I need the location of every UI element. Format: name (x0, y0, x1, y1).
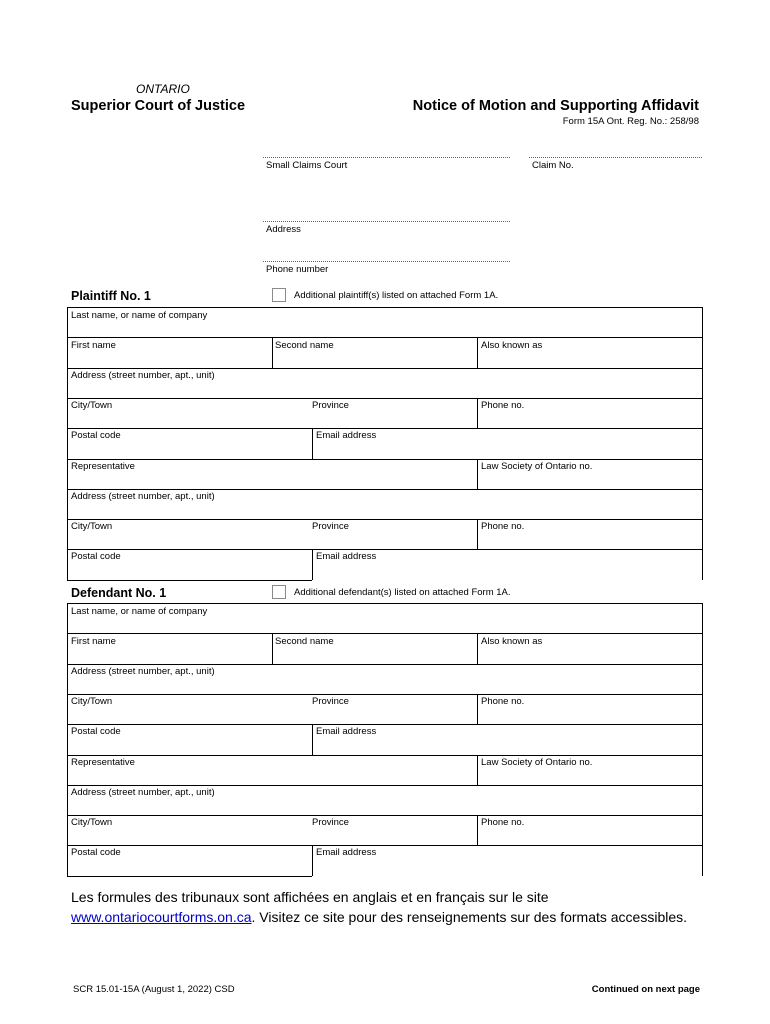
additional-defendants-label: Additional defendant(s) listed on attached Form 1A. (294, 587, 511, 598)
court-phone-field[interactable] (263, 261, 510, 262)
defendant-rep-address-label: Address (street number, apt., unit) (71, 787, 215, 798)
defendant-first-name-label: First name (71, 636, 116, 647)
form-title: Notice of Motion and Supporting Affidavit (412, 98, 699, 114)
defendant-email-label: Email address (316, 726, 377, 737)
province-label: ONTARIO (136, 82, 190, 96)
small-claims-court-field[interactable] (263, 157, 510, 158)
defendant-rep-label: Representative (71, 757, 135, 768)
form-reference: Form 15A Ont. Reg. No.: 258/98 (562, 116, 699, 127)
defendant-province-label: Province (312, 696, 349, 707)
plaintiff-section-title: Plaintiff No. 1 (71, 289, 151, 303)
additional-plaintiffs-label: Additional plaintiff(s) listed on attached Form 1A. (294, 290, 499, 301)
defendant-rep-postal-label: Postal code (71, 847, 121, 858)
court-name: Superior Court of Justice (71, 98, 246, 114)
court-address-label: Address (266, 224, 301, 235)
plaintiff-province-label: Province (312, 400, 349, 411)
defendant-rep-province-label: Province (312, 817, 349, 828)
continued-note: Continued on next page (591, 984, 700, 995)
claim-no-field[interactable] (529, 157, 702, 158)
additional-defendants-checkbox[interactable] (272, 585, 286, 599)
plaintiff-rep-email-label: Email address (316, 551, 377, 562)
court-address-field[interactable] (263, 221, 510, 222)
plaintiff-rep-city-label: City/Town (71, 521, 113, 532)
plaintiff-lso-label: Law Society of Ontario no. (481, 461, 593, 472)
defendant-phone-label: Phone no. (481, 696, 525, 707)
defendant-lso-label: Law Society of Ontario no. (481, 757, 593, 768)
court-forms-link[interactable]: www.ontariocourtforms.on.ca (71, 909, 252, 925)
notice-text-2: . Visitez ce site pour des renseignements sur des formats accessibles. (251, 909, 688, 925)
plaintiff-aka-label: Also known as (481, 340, 543, 351)
defendant-rep-city-label: City/Town (71, 817, 113, 828)
small-claims-court-label: Small Claims Court (266, 160, 348, 171)
court-phone-label: Phone number (266, 264, 329, 275)
plaintiff-rep-phone-label: Phone no. (481, 521, 525, 532)
defendant-second-name-label: Second name (275, 636, 334, 647)
plaintiff-email-label: Email address (316, 430, 377, 441)
plaintiff-rep-label: Representative (71, 461, 135, 472)
plaintiff-rep-address-label: Address (street number, apt., unit) (71, 491, 215, 502)
plaintiff-address-label: Address (street number, apt., unit) (71, 370, 215, 381)
defendant-last-name-label: Last name, or name of company (71, 606, 208, 617)
defendant-postal-label: Postal code (71, 726, 121, 737)
defendant-section-title: Defendant No. 1 (71, 586, 167, 600)
claim-no-label: Claim No. (532, 160, 574, 171)
language-notice (71, 887, 711, 927)
plaintiff-first-name-label: First name (71, 340, 116, 351)
plaintiff-info-table (67, 307, 703, 581)
plaintiff-last-name-label: Last name, or name of company (71, 310, 208, 321)
defendant-rep-email-label: Email address (316, 847, 377, 858)
defendant-info-table (67, 603, 703, 877)
defendant-city-label: City/Town (71, 696, 113, 707)
plaintiff-second-name-label: Second name (275, 340, 334, 351)
notice-text-1: Les formules des tribunaux sont affichées en anglais et en français sur le site (71, 889, 549, 905)
form-code: SCR 15.01-15A (August 1, 2022) CSD (73, 984, 235, 995)
defendant-aka-label: Also known as (481, 636, 543, 647)
plaintiff-postal-label: Postal code (71, 430, 121, 441)
plaintiff-rep-postal-label: Postal code (71, 551, 121, 562)
plaintiff-phone-label: Phone no. (481, 400, 525, 411)
plaintiff-city-label: City/Town (71, 400, 113, 411)
defendant-address-label: Address (street number, apt., unit) (71, 666, 215, 677)
defendant-rep-phone-label: Phone no. (481, 817, 525, 828)
additional-plaintiffs-checkbox[interactable] (272, 288, 286, 302)
plaintiff-rep-province-label: Province (312, 521, 349, 532)
